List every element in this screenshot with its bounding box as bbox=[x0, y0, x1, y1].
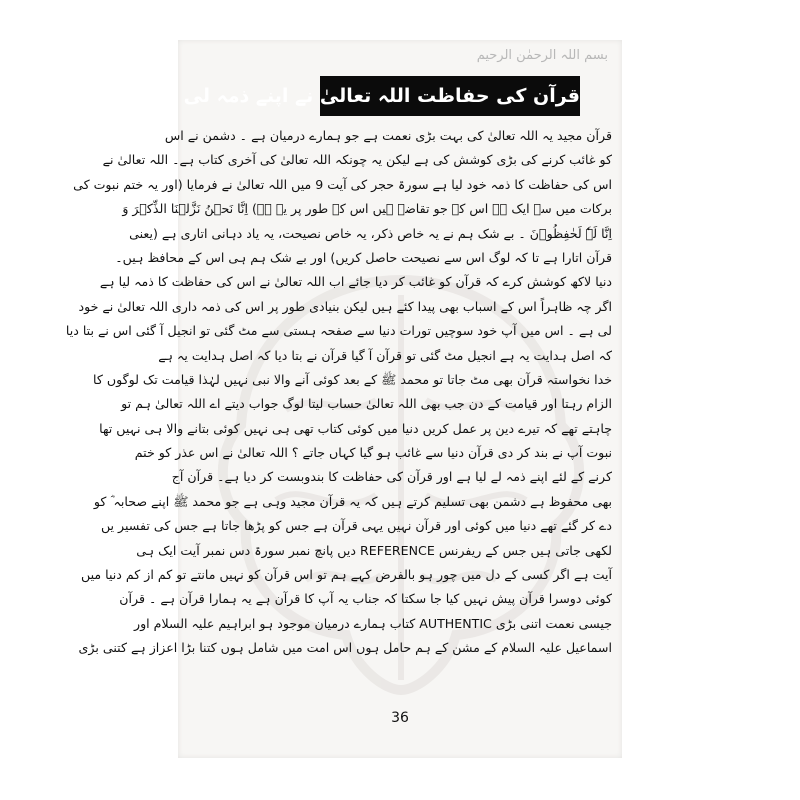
text-line: کہ اصل ہدایت یہ ہے انجیل مٹ گئی تو قرآن آ گیا قرآن نے بتا دیا کہ اصل ہدایت یہ ہے bbox=[158, 347, 612, 363]
text-line: چاہتے تھے کہ تیرے دین پر عمل کریں دنیا میں کوئی کتاب تھی ہی نہیں کوئی بتانے والا ہی نہیں تھا bbox=[99, 420, 612, 436]
text-line: اس کی حفاظت کا ذمہ خود لیا ہے سورۃ حجر کی آیت 9 میں اللہ تعالیٰ نے فرمایا (اور یہ ختم نبوت کی bbox=[73, 176, 612, 192]
text-line: کو غائب کرنے کی بڑی کوشش کی ہے لیکن یہ چونکہ اللہ تعالیٰ کی آخری کتاب ہے۔ اللہ تعالیٰ نے bbox=[102, 152, 612, 168]
text-line: اگر چہ ظاہراً اس کے اسباب بھی پیدا کئے ہیں لیکن بنیادی طور پر اس کی ذمہ داری اللہ تعالیٰ نے خود bbox=[78, 298, 612, 314]
text-line: لکھی جاتی ہیں جس کے ریفرنس REFERENCE دیں پانچ نمبر سورۃ دس نمبر آیت ایک ہی bbox=[136, 542, 612, 558]
text-line: خدا نخواستہ قرآن بھی مٹ جاتا تو محمد ﷺ کے بعد کوئی آنے والا نبی نہیں لہٰذا قیامت تک لوگوں کا bbox=[92, 371, 612, 387]
text-line: برکات میں سے ایک ہے اس کے جو تقاضے ہیں اس کے طور پر یہ ہے) اِنَّا نَحۡنُ نَزَّلۡنَا الذِّکۡرَ وَ bbox=[122, 201, 612, 217]
text-line: قرآن اتارا ہے تا کہ لوگ اس سے نصیحت حاصل کریں) اور بے شک ہم ہی اس کے محافظ ہیں۔ bbox=[115, 249, 612, 265]
text-line: نبوت آپ نے بند کر دی قرآن دنیا سے غائب ہو گیا کہاں جاتے ؟ اللہ تعالیٰ نے اس عذر کو ختم bbox=[134, 445, 612, 461]
text-line: دے کر گئے تھے دنیا میں کوئی اور قرآن نہیں یہی قرآن ہے جس کو پڑھا جاتا ہے جس کی تفسیر یں bbox=[100, 518, 612, 534]
chapter-title: قرآن کی حفاظت اللہ تعالیٰ نے اپنے ذمہ لی ہے bbox=[320, 76, 580, 116]
text-line: اِنَّا لَہٗ لَحٰفِظُوۡنَ ۔ بے شک ہم نے یہ خاص ذکر، یہ خاص نصیحت، یہ یاد دہانی اتاری ہے (یعنی bbox=[129, 225, 612, 241]
text-line: الزام رہتا اور قیامت کے دن جب بھی اللہ تعالیٰ حساب لیتا لوگ جواب دیتے اے اللہ تعالیٰ ہم تو bbox=[121, 396, 612, 412]
text-line: کرنے کے لئے اپنے ذمہ لے لیا ہے اور قرآن کی حفاظت کا بندوبست کر دیا ہے۔ قرآن آج bbox=[171, 469, 612, 485]
running-head: بسم اللہ الرحمٰن الرحیم bbox=[476, 48, 608, 63]
text-line: جیسی نعمت اتنی بڑی AUTHENTIC کتاب ہمارے درمیان موجود ہو ابراہیم علیہ السلام اور bbox=[133, 615, 612, 631]
text-line: بھی محفوظ ہے دشمن بھی تسلیم کرتے ہیں کہ یہ قرآن مجید وہی ہے جو محمد ﷺ اپنے صحابہ ؓ کو bbox=[93, 493, 612, 509]
text-line: اسماعیل علیہ السلام کے مشن کے ہم حامل ہوں اس امت میں شامل ہوں کتنا بڑا اعزاز ہے کتنی بڑی bbox=[78, 640, 612, 656]
text-line: آیت ہے اگر کسی کے دل میں چور ہو بالفرض کہے ہم تو اس قرآن کو نہیں مانتے تو کم از کم دنیا میں bbox=[80, 567, 612, 583]
text-line: دنیا لاکھ کوشش کرے کہ قرآن کو غائب کر دیا جائے اب اللہ تعالیٰ نے اس کی حفاظت کا ذمہ لیا ہے bbox=[99, 274, 612, 290]
text-line: قرآن مجید یہ اللہ تعالیٰ کی بہت بڑی نعمت ہے جو ہمارے درمیان ہے ۔ دشمن نے اس bbox=[164, 128, 612, 143]
page-number: 36 bbox=[391, 710, 409, 726]
page-body bbox=[65, 124, 612, 704]
text-line: لی ہے ۔ اس میں آپ خود سوچیں تورات دنیا سے صفحہ ہستی سے مٹ گئی تو انجیل آ گئی اس نے بتا دیا bbox=[65, 323, 612, 339]
book-page bbox=[65, 40, 622, 758]
text-line: کوئی دوسرا قرآن پیش نہیں کیا جا سکتا کہ جناب یہ آپ کا قرآن ہے یہ ہمارا قرآن ہے ۔ قرآن bbox=[119, 591, 612, 607]
